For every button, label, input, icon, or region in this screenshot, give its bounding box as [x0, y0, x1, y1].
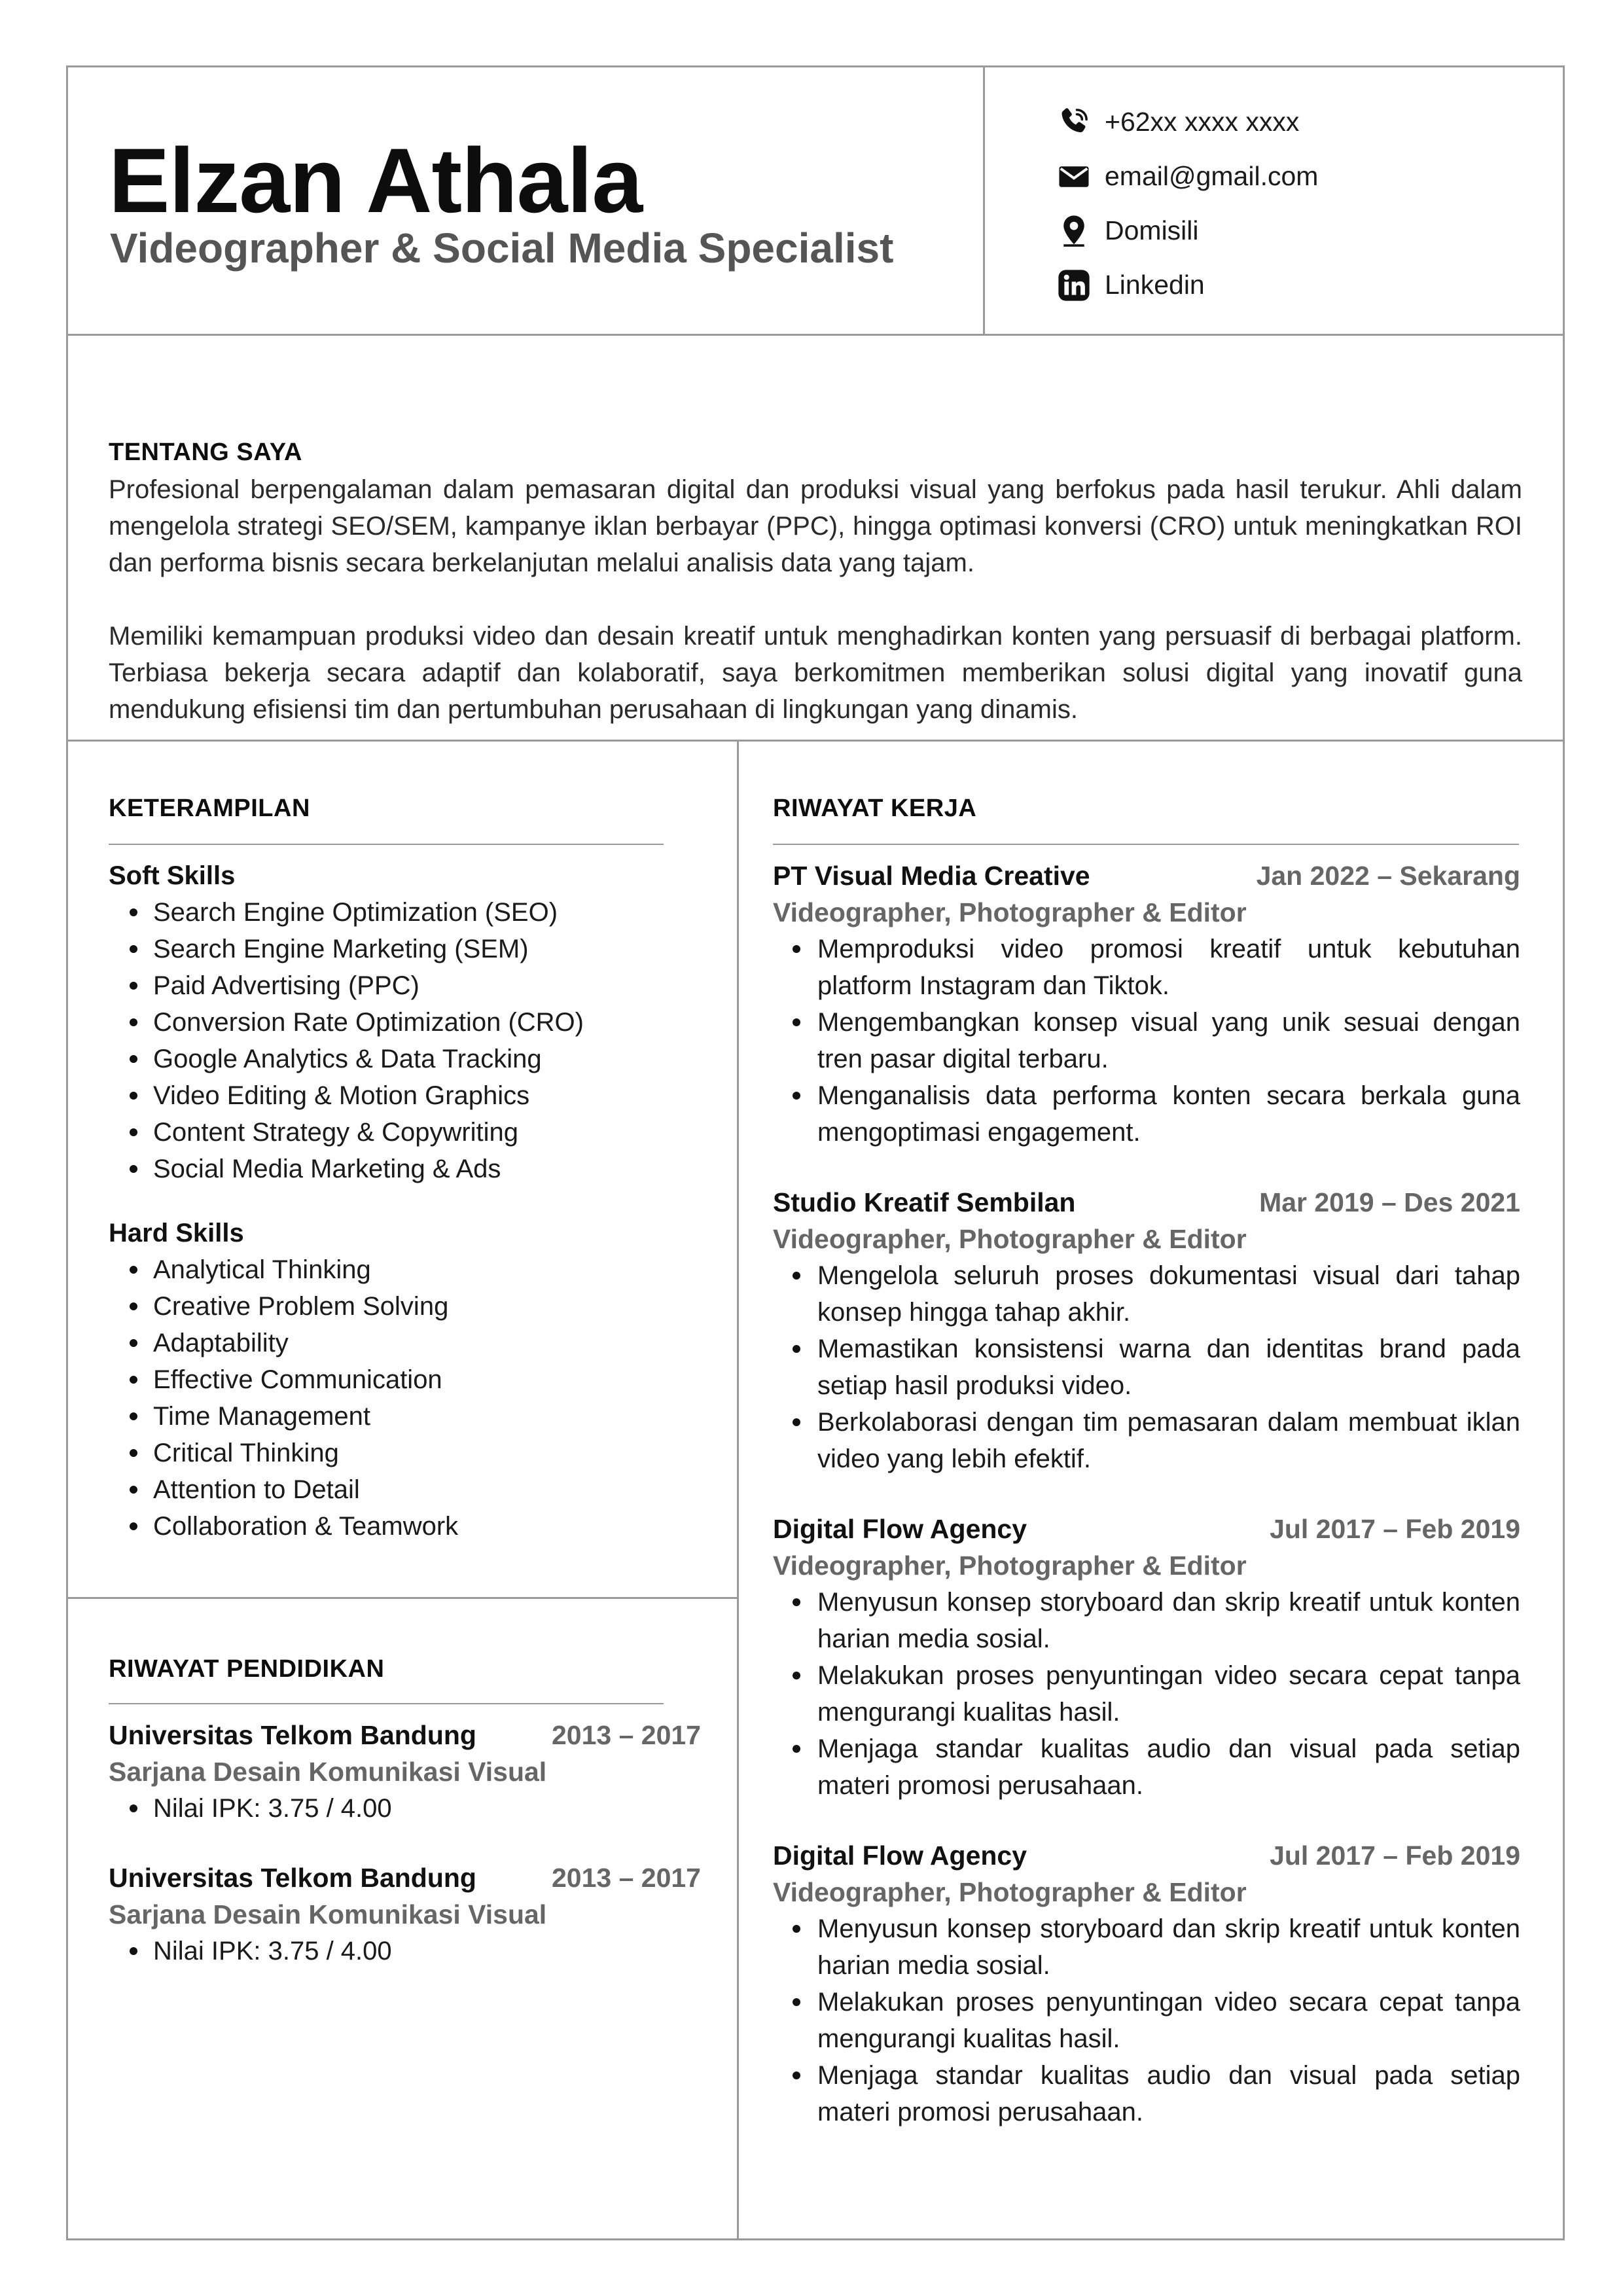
job-entry — [773, 857, 1520, 1151]
job-period: Mar 2019 – Des 2021 — [1259, 1187, 1520, 1217]
education-details — [109, 1933, 701, 1969]
job-bullets — [773, 931, 1520, 1151]
list-item: Nilai IPK: 3.75 / 4.00 — [109, 1933, 701, 1969]
about-title: TENTANG SAYA — [109, 439, 302, 466]
company-name: Digital Flow Agency — [773, 1514, 1027, 1544]
about-paragraph: Profesional berpengalaman dalam pemasaran digital dan produksi visual yang berfokus pada hasil terukur. Ahli dalam mengelola strategi SEO/SEM, kampanye iklan berbayar (PPC), hingga optimasi konversi (CRO) untuk meningkatkan ROI dan performa bisnis secara berkelanjutan melalui analisis data yang tajam. — [109, 475, 1522, 577]
contact-location — [1056, 204, 1318, 258]
list-item: Content Strategy & Copywriting — [109, 1114, 584, 1151]
phone-icon — [1056, 105, 1092, 140]
job-role: Videographer, Photographer & Editor — [773, 1224, 1247, 1254]
list-item: Paid Advertising (PPC) — [109, 967, 584, 1004]
job-head — [773, 1837, 1520, 1874]
job-period: Jan 2022 – Sekarang — [1256, 861, 1520, 891]
list-item: Analytical Thinking — [109, 1251, 458, 1288]
list-item: Menjaga standar kualitas audio dan visual pada setiap materi promosi perusahaan. — [773, 1731, 1520, 1804]
education-entry-head — [109, 1717, 701, 1753]
job-period: Jul 2017 – Feb 2019 — [1270, 1840, 1520, 1871]
job-head — [773, 1184, 1520, 1221]
job-bullets — [773, 1910, 1520, 2130]
job-entry — [773, 1837, 1520, 2130]
list-item: Menyusun konsep storyboard dan skrip kreatif untuk konten harian media sosial. — [773, 1910, 1520, 1984]
education-entry-head — [109, 1859, 701, 1896]
education-entry — [109, 1859, 701, 1969]
contact-phone-text[interactable]: +62xx xxxx xxxx — [1105, 107, 1300, 137]
resume-header — [68, 67, 1563, 336]
list-item: Video Editing & Motion Graphics — [109, 1077, 584, 1114]
about-paragraph: Memiliki kemampuan produksi video dan desain kreatif untuk menghadirkan konten yang persuasif di berbagai platform. Terbiasa bekerja secara adaptif dan kolaboratif, saya berkomitmen memberikan solusi digital yang inovatif guna mendukung efisiensi tim dan pertumbuhan perusahaan di lingkungan yang dinamis. — [109, 622, 1522, 724]
list-item: Effective Communication — [109, 1361, 458, 1398]
list-item: Google Analytics & Data Tracking — [109, 1041, 584, 1077]
education-details — [109, 1790, 701, 1827]
company-name: Digital Flow Agency — [773, 1840, 1027, 1871]
degree: Sarjana Desain Komunikasi Visual — [109, 1899, 547, 1929]
list-item: Creative Problem Solving — [109, 1288, 458, 1325]
job-role: Videographer, Photographer & Editor — [773, 897, 1247, 927]
email-icon — [1056, 159, 1092, 194]
contact-phone — [1056, 95, 1318, 149]
list-item: Adaptability — [109, 1325, 458, 1361]
hard-skills-group — [109, 1215, 458, 1545]
skills-title: KETERAMPILAN — [109, 795, 310, 822]
contact-location-text: Domisili — [1105, 215, 1199, 245]
list-item: Nilai IPK: 3.75 / 4.00 — [109, 1790, 701, 1827]
education-divider — [109, 1703, 664, 1704]
education-entry — [109, 1717, 701, 1827]
contact-linkedin — [1056, 258, 1318, 312]
location-pin-icon — [1056, 213, 1092, 249]
about-text — [109, 471, 1522, 764]
company-name: PT Visual Media Creative — [773, 861, 1090, 891]
contact-linkedin-text[interactable]: Linkedin — [1105, 270, 1205, 300]
contact-list — [1056, 95, 1318, 312]
job-bullets — [773, 1584, 1520, 1804]
school-years: 2013 – 2017 — [551, 1720, 701, 1750]
school-name: Universitas Telkom Bandung — [109, 1863, 476, 1893]
list-item: Mengelola seluruh proses dokumentasi visual dari tahap konsep hingga tahap akhir. — [773, 1257, 1520, 1331]
job-role: Videographer, Photographer & Editor — [773, 1551, 1247, 1581]
about-section — [68, 336, 1563, 742]
list-item: Social Media Marketing & Ads — [109, 1151, 584, 1187]
list-item: Conversion Rate Optimization (CRO) — [109, 1004, 584, 1041]
soft-skills-group — [109, 857, 584, 1187]
job-title: Videographer & Social Media Specialist — [110, 224, 894, 272]
list-item: Time Management — [109, 1398, 458, 1435]
job-period: Jul 2017 – Feb 2019 — [1270, 1514, 1520, 1544]
list-item: Menjaga standar kualitas audio dan visual pada setiap materi promosi perusahaan. — [773, 2057, 1520, 2130]
school-name: Universitas Telkom Bandung — [109, 1720, 476, 1750]
job-entry — [773, 1184, 1520, 1477]
education-title: RIWAYAT PENDIDIKAN — [109, 1655, 385, 1683]
job-entry — [773, 1511, 1520, 1804]
list-item: Search Engine Optimization (SEO) — [109, 894, 584, 931]
name-block — [68, 67, 985, 334]
work-section — [741, 742, 1563, 2238]
job-head — [773, 857, 1520, 894]
list-item: Attention to Detail — [109, 1471, 458, 1508]
full-name: Elzan Athala — [109, 129, 643, 232]
soft-skills-title: Soft Skills — [109, 861, 236, 890]
job-role: Videographer, Photographer & Editor — [773, 1877, 1247, 1907]
linkedin-icon — [1056, 268, 1092, 303]
list-item: Search Engine Marketing (SEM) — [109, 931, 584, 967]
resume-frame — [66, 65, 1565, 2240]
list-item: Mengembangkan konsep visual yang unik sesuai dengan tren pasar digital terbaru. — [773, 1004, 1520, 1077]
contact-email — [1056, 149, 1318, 204]
degree: Sarjana Desain Komunikasi Visual — [109, 1757, 547, 1787]
school-years: 2013 – 2017 — [551, 1863, 701, 1893]
work-title: RIWAYAT KERJA — [773, 795, 977, 822]
list-item: Menganalisis data performa konten secara berkala guna mengoptimasi engagement. — [773, 1077, 1520, 1151]
skills-section — [68, 742, 737, 1599]
job-head — [773, 1511, 1520, 1547]
contact-email-text[interactable]: email@gmail.com — [1105, 161, 1319, 191]
list-item: Memastikan konsistensi warna dan identitas brand pada setiap hasil produksi video. — [773, 1331, 1520, 1404]
hard-skills-title: Hard Skills — [109, 1219, 244, 1247]
company-name: Studio Kreatif Sembilan — [773, 1187, 1076, 1217]
job-bullets — [773, 1257, 1520, 1477]
hard-skills-list — [109, 1251, 458, 1545]
left-column — [68, 742, 739, 2238]
skills-divider — [109, 844, 664, 845]
list-item: Collaboration & Teamwork — [109, 1508, 458, 1545]
list-item: Menyusun konsep storyboard dan skrip kreatif untuk konten harian media sosial. — [773, 1584, 1520, 1657]
list-item: Melakukan proses penyuntingan video secara cepat tanpa mengurangi kualitas hasil. — [773, 1984, 1520, 2057]
soft-skills-list — [109, 894, 584, 1187]
list-item: Memproduksi video promosi kreatif untuk kebutuhan platform Instagram dan Tiktok. — [773, 931, 1520, 1004]
list-item: Berkolaborasi dengan tim pemasaran dalam membuat iklan video yang lebih efektif. — [773, 1404, 1520, 1477]
work-divider — [773, 844, 1519, 845]
list-item: Critical Thinking — [109, 1435, 458, 1471]
list-item: Melakukan proses penyuntingan video secara cepat tanpa mengurangi kualitas hasil. — [773, 1657, 1520, 1731]
